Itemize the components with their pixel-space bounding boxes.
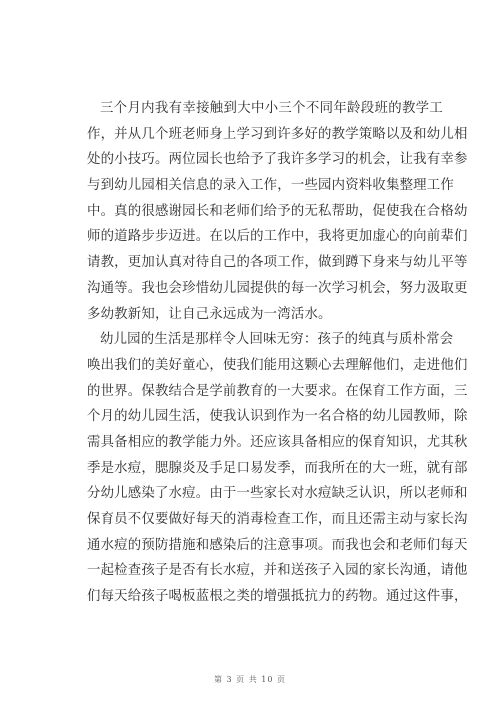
paragraph-line: 季是水痘，腮腺炎及手足口易发季，而我所在的大一班，就有部 <box>87 460 468 476</box>
paragraph-line: 需具备相应的教学能力外。还应该具备相应的保育知识，尤其秋 <box>87 434 468 450</box>
paragraph-line: 们每天给孩子喝板蓝根之类的增强抵抗力的药物。通过这件事， <box>87 589 468 605</box>
paragraph-line: 师的道路步步迈进。在以后的工作中，我将更加虚心的向前辈们 <box>87 229 468 245</box>
document-body <box>87 96 468 610</box>
paragraph-line: 唤出我们的美好童心，使我们能用这颗心去理解他们，走进他们 <box>87 357 468 373</box>
paragraph-2 <box>87 327 468 610</box>
paragraph-line: 的世界。保教结合是学前教育的一大要求。在保育工作方面，三 <box>87 383 468 399</box>
paragraph-line: 三个月内我有幸接触到大中小三个不同年龄段班的教学工 <box>100 101 443 116</box>
paragraph-line: 作，并从几个班老师身上学习到许多好的教学策略以及和幼儿相 <box>87 126 468 142</box>
paragraph-line: 通水痘的预防措施和感染后的注意事项。而我也会和老师们每天 <box>87 537 468 553</box>
paragraph-line: 沟通等。我也会珍惜幼儿园提供的每一次学习机会，努力汲取更 <box>87 280 468 296</box>
paragraph-line: 请教，更加认真对待自己的各项工作，做到蹲下身来与幼儿平等 <box>87 255 468 271</box>
paragraph-line: 多幼教新知，让自己永远成为一湾活水。 <box>87 306 332 322</box>
paragraph-line: 一起检查孩子是否有长水痘，并和送孩子入园的家长沟通，请他 <box>87 563 468 579</box>
paragraph-line: 与到幼儿园相关信息的录入工作，一些园内资料收集整理工作 <box>87 178 454 194</box>
paragraph-line: 幼儿园的生活是那样令人回味无穷：孩子的纯真与质朴常会 <box>100 332 454 348</box>
paragraph-line: 个月的幼儿园生活，使我认识到作为一名合格的幼儿园教师，除 <box>87 409 468 425</box>
page-number-footer: 第 3 页 共 10 页 <box>214 675 286 684</box>
paragraph-line: 分幼儿感染了水痘。由于一些家长对水痘缺乏认识，所以老师和 <box>87 486 468 502</box>
paragraph-line: 保育员不仅要做好每天的消毒检查工作，而且还需主动与家长沟 <box>87 512 468 527</box>
paragraph-line: 处的小技巧。两位园长也给予了我许多学习的机会，让我有幸参 <box>87 152 468 168</box>
paragraph-line: 中。真的很感谢园长和老师们给予的无私帮助，促使我在合格幼 <box>87 203 468 219</box>
paragraph-1 <box>87 96 468 327</box>
